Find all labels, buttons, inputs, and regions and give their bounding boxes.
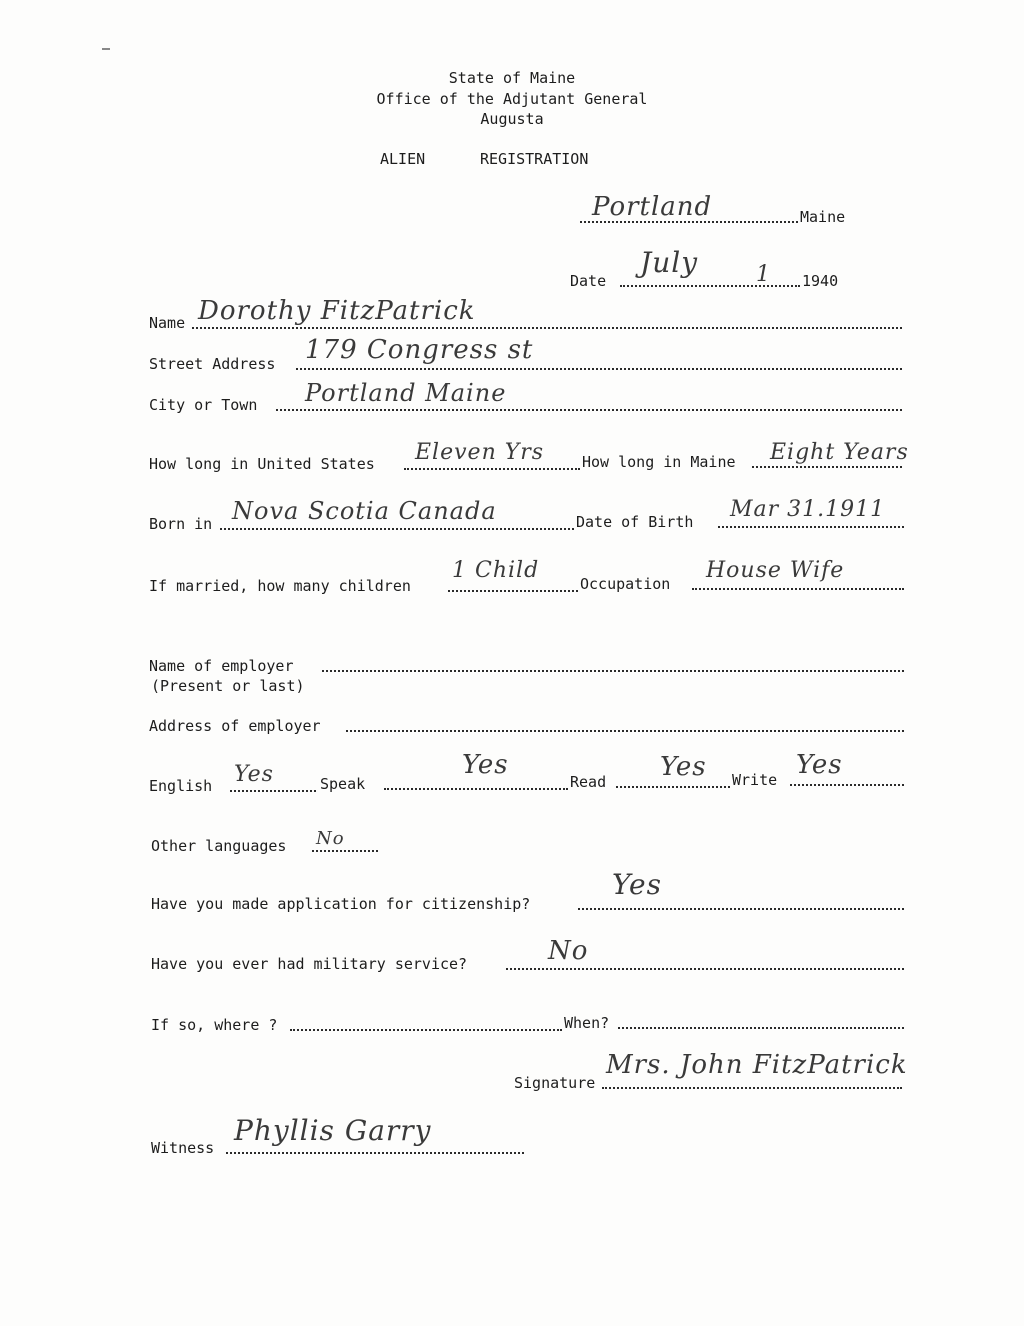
write-line: [790, 782, 904, 786]
children-line: [448, 588, 578, 592]
city-line: [276, 407, 902, 411]
dob-label: Date of Birth: [576, 513, 694, 531]
us-value: Eleven Yrs: [415, 440, 545, 465]
born-line: [220, 526, 574, 530]
employer-label: Name of employer: [149, 657, 294, 675]
military-line: [506, 966, 904, 970]
where-line: [290, 1027, 562, 1031]
where-label: If so, where ?: [151, 1016, 278, 1034]
employer-address-line: [346, 728, 904, 732]
header-alien: ALIEN: [380, 150, 426, 168]
english-label: English: [149, 777, 213, 795]
employer-line: [322, 668, 904, 672]
write-value: Yes: [796, 750, 843, 780]
read-line: [616, 784, 730, 788]
date-label: Date: [570, 272, 607, 290]
children-label: If married, how many children: [149, 577, 411, 595]
city-value: Portland Maine: [305, 379, 507, 407]
citizenship-value: Yes: [612, 868, 662, 901]
write-label: Write: [732, 771, 778, 789]
military-label: Have you ever had military service?: [151, 955, 468, 973]
maine-label: How long in Maine: [582, 453, 736, 471]
date-month: July: [640, 246, 699, 279]
signature-line: [602, 1085, 902, 1089]
date-day: 1: [756, 262, 771, 287]
scan-mark: [102, 48, 110, 50]
employer-address-label: Address of employer: [149, 717, 321, 735]
header-state: State of Maine: [448, 69, 576, 87]
street-label: Street Address: [149, 355, 276, 373]
military-value: No: [548, 936, 589, 966]
other-lang-value: No: [316, 828, 345, 849]
occupation-value: House Wife: [706, 558, 845, 583]
signature-value: Mrs. John FitzPatrick: [606, 1050, 908, 1080]
place-suffix: Maine: [800, 208, 846, 226]
occupation-label: Occupation: [580, 575, 671, 593]
english-line: [230, 788, 316, 792]
speak-line: [384, 786, 568, 790]
street-line: [296, 366, 902, 370]
name-label: Name: [149, 314, 186, 332]
children-value: 1 Child: [452, 558, 540, 583]
citizenship-label: Have you made application for citizenship?: [151, 895, 531, 913]
name-value: Dorothy FitzPatrick: [198, 296, 476, 326]
place-value: Portland: [592, 192, 713, 222]
speak-value: Yes: [462, 750, 509, 780]
date-year: 1940: [802, 272, 839, 290]
read-value: Yes: [660, 752, 707, 782]
employer-sublabel: (Present or last): [151, 677, 305, 695]
other-lang-label: Other languages: [151, 837, 287, 855]
us-line: [404, 466, 580, 470]
occupation-line: [692, 586, 904, 590]
citizenship-line: [578, 906, 904, 910]
dob-value: Mar 31.1911: [730, 497, 886, 522]
street-value: 179 Congress st: [305, 335, 534, 365]
dob-line: [718, 524, 904, 528]
us-label: How long in United States: [149, 455, 375, 473]
witness-line: [226, 1150, 524, 1154]
read-label: Read: [570, 773, 607, 791]
signature-label: Signature: [514, 1074, 596, 1092]
english-value: Yes: [234, 762, 274, 787]
when-label: When?: [564, 1014, 610, 1032]
witness-label: Witness: [151, 1139, 215, 1157]
header-office: Office of the Adjutant General: [376, 90, 648, 108]
city-label: City or Town: [149, 396, 258, 414]
header-city: Augusta: [480, 110, 544, 128]
born-label: Born in: [149, 515, 213, 533]
speak-label: Speak: [320, 775, 366, 793]
witness-value: Phyllis Garry: [234, 1114, 432, 1147]
born-value: Nova Scotia Canada: [232, 497, 497, 525]
maine-value: Eight Years: [770, 440, 909, 465]
header-registration: REGISTRATION: [480, 150, 589, 168]
date-line: [620, 283, 800, 287]
when-line: [618, 1025, 904, 1029]
